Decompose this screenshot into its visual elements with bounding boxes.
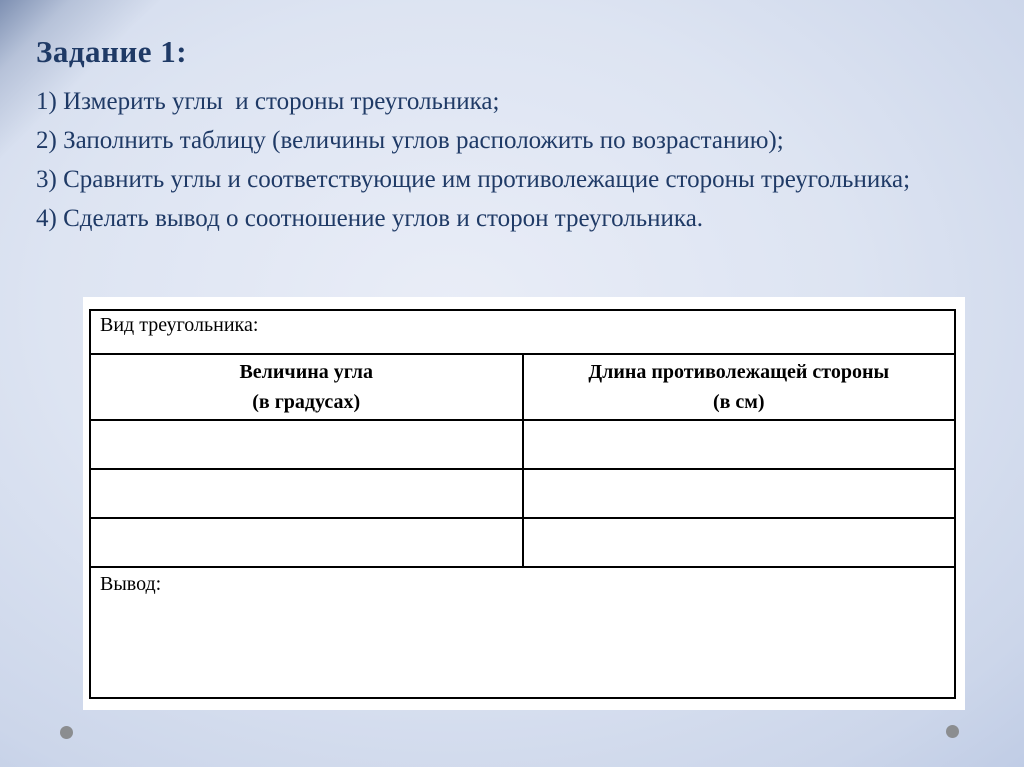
angle-value-cell [90,518,523,567]
task-item-3: 3) Сравнить углы и соответствующие им противолежащие стороны треугольника; [36,166,911,193]
task-item-4: 4) Сделать вывод о соотношение углов и сторон треугольника. [36,205,704,232]
side-value-cell [523,518,956,567]
decorative-dot-left [60,726,73,739]
task-item-1: 1) Измерить углы и стороны треугольника; [36,88,500,115]
table-row [90,469,955,518]
table-panel [83,297,965,710]
side-value-cell [523,420,956,469]
table-row [90,518,955,567]
decorative-dot-right [946,725,959,738]
side-value-cell [523,469,956,518]
side-header-line2: (в см) [712,391,765,413]
angle-value-cell [90,469,523,518]
slide-title: Задание 1: [36,34,188,69]
angle-value-cell [90,420,523,469]
angle-column-header [90,354,523,420]
table-row [90,420,955,469]
table-conclusion-row [90,567,955,698]
table-caption-row [90,310,955,354]
measurement-table [89,309,956,699]
side-column-header [523,354,956,420]
side-header-line1: Длина противолежащей стороны [588,361,890,383]
slide-text-block [36,32,986,241]
table-header-row [90,354,955,420]
angle-header-line2: (в градусах) [252,391,361,413]
triangle-type-cell: Вид треугольника: [90,310,955,354]
conclusion-cell: Вывод: [90,567,955,698]
angle-header-line1: Величина угла [239,361,374,383]
task-item-2: 2) Заполнить таблицу (величины углов расположить по возрастанию); [36,127,784,154]
